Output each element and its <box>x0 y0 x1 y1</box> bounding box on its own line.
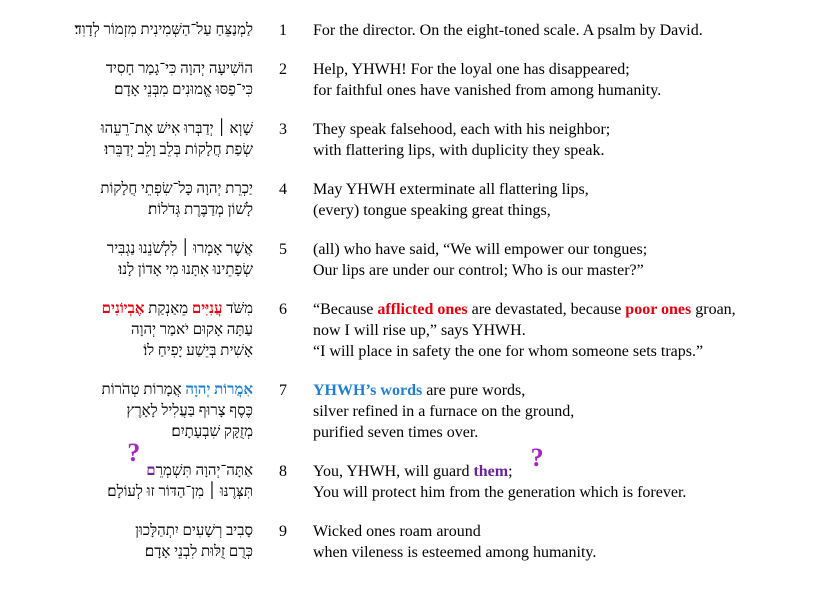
verse-number: 6 <box>279 301 287 318</box>
verse-number: 2 <box>279 61 287 78</box>
english-line <box>313 542 817 563</box>
highlight-red-term: עֲנִיִּים <box>191 301 223 317</box>
hebrew-verse-text <box>0 380 253 443</box>
text-segment: הוֹשִׁיעָה יְהוָה כִּי־גָמַר חָסִיד <box>105 61 253 77</box>
text-segment: when vileness is esteemed among humanity. <box>313 544 597 561</box>
text-segment: שְׂפַת חֲלָקוֹת בְּלֵב וָלֵב יְדַבֵּרוּ׃ <box>104 142 253 158</box>
english-line <box>313 260 817 281</box>
hebrew-line <box>0 179 253 200</box>
text-segment: silver refined in a furnace on the ground, <box>313 403 575 420</box>
verse-number: 8 <box>279 463 287 480</box>
highlight-red-term: afflicted ones <box>377 301 468 318</box>
verse-number: 4 <box>279 181 287 198</box>
text-segment: now I will rise up,” says YHWH. <box>313 322 526 339</box>
english-line <box>313 80 817 101</box>
english-line <box>313 239 817 260</box>
text-segment: Help, YHWH! For the loyal one has disappeared; <box>313 61 630 78</box>
text-segment: לָשׁוֹן מְדַבֶּרֶת גְּדֹלוֹת׃ <box>148 202 253 218</box>
hebrew-verse-text <box>0 438 253 503</box>
hebrew-line <box>0 401 253 422</box>
text-segment: מִשֹּׁד <box>222 301 253 317</box>
hebrew-line <box>0 239 253 260</box>
english-line <box>313 521 817 542</box>
verse-row-6 <box>0 299 825 362</box>
hebrew-line <box>0 59 253 80</box>
text-segment: מְזֻקָּק שִׁבְעָתָיִם׃ <box>171 424 253 440</box>
text-segment: are devastated, because <box>467 301 626 318</box>
hebrew-verse-text <box>0 20 253 41</box>
highlight-blue-term: YHWH’s words <box>313 382 423 399</box>
hebrew-line <box>0 380 253 401</box>
hebrew-verse-text <box>0 59 253 101</box>
english-verse-text <box>313 299 825 362</box>
text-segment: סָבִיב רְשָׁעִים יִתְהַלָּכוּן <box>135 523 253 539</box>
hebrew-line <box>0 542 253 563</box>
text-segment: אֲמָרוֹת טְהֹרוֹת <box>101 382 186 398</box>
english-verse-text <box>313 239 825 281</box>
english-line <box>313 380 817 401</box>
hebrew-line <box>0 80 253 101</box>
english-verse-text <box>313 521 825 563</box>
english-line <box>313 20 817 41</box>
english-verse-text <box>313 59 825 101</box>
text-segment: (every) tongue speaking great things, <box>313 202 551 219</box>
hebrew-line <box>0 320 253 341</box>
english-line <box>313 482 817 503</box>
hebrew-line <box>0 119 253 140</box>
verse-row-8 <box>0 438 825 503</box>
text-segment: For the director. On the eight-toned scale. A psalm by David. <box>313 22 703 39</box>
hebrew-verse-text <box>0 119 253 161</box>
english-verse-text <box>313 20 825 41</box>
hebrew-line <box>0 260 253 281</box>
verse-row-1 <box>0 20 825 41</box>
hebrew-line <box>0 200 253 221</box>
hebrew-verse-text <box>0 299 253 362</box>
verse-number: 5 <box>279 241 287 258</box>
text-segment: with flattering lips, with duplicity they speak. <box>313 142 605 159</box>
english-line <box>313 401 817 422</box>
verse-number: 7 <box>279 382 287 399</box>
text-segment: Our lips are under our control; Who is our master?” <box>313 262 644 279</box>
hebrew-verse-text <box>0 521 253 563</box>
question-mark-annotation: ? <box>127 438 141 467</box>
text-segment: “Because <box>313 301 378 318</box>
verse-number: 9 <box>279 523 287 540</box>
verse-row-9 <box>0 521 825 563</box>
verse-row-7 <box>0 380 825 443</box>
highlight-red-term: אֶבְיוֹנִים <box>101 301 145 317</box>
english-verse-text <box>313 179 825 221</box>
text-segment: כֶּסֶף צָרוּף בַּעֲלִיל לָאָרֶץ <box>126 403 253 419</box>
text-segment: You, YHWH, will guard <box>313 463 474 480</box>
english-line <box>313 443 817 482</box>
text-segment: purified seven times over. <box>313 424 479 441</box>
verse-list <box>0 20 825 563</box>
text-segment: שְׂפָתֵינוּ אִתָּנוּ מִי אָדוֹן לָנוּ׃ <box>118 262 253 278</box>
english-line <box>313 140 817 161</box>
english-line <box>313 179 817 200</box>
hebrew-verse-text <box>0 239 253 281</box>
english-line <box>313 119 817 140</box>
text-segment: They speak falsehood, each with his neighbor; <box>313 121 611 138</box>
text-segment: Wicked ones roam around <box>313 523 481 540</box>
hebrew-line <box>0 438 253 482</box>
highlight-blue-term: אִמֲרוֹת יְהוָה <box>185 382 253 398</box>
hebrew-line <box>0 20 253 41</box>
text-segment: תִּצְּרֶנּוּ ׀ מִן־הַדּוֹר זוּ לְעוֹלָם׃ <box>107 484 253 500</box>
text-segment: לַמְנַצֵּחַ עַל־הַשְּׁמִינִית מִזְמוֹר לְדָוִד׃ <box>74 22 253 38</box>
text-segment: groan, <box>691 301 736 318</box>
text-segment: אֲשֶׁר אָמְרוּ ׀ לִלְשֹׁנֵנוּ נַגְבִּיר <box>106 241 253 257</box>
verse-row-4 <box>0 179 825 221</box>
text-segment: “I will place in safety the one for whom someone sets traps.” <box>313 343 704 360</box>
text-segment: כְּרֻם זֻלּוּת לִבְנֵי אָדָם׃ <box>144 544 253 560</box>
highlight-purple-term: ם <box>146 463 156 479</box>
text-segment: אָשִׁית בְּיֵשַׁע יָפִיחַ לוֹ׃ <box>143 343 253 359</box>
verse-row-5 <box>0 239 825 281</box>
verse-number: 1 <box>279 22 287 39</box>
text-segment: עַתָּה אָקוּם יֹאמַר יְהוָה <box>131 322 253 338</box>
verse-number: 3 <box>279 121 287 138</box>
text-segment: You will protect him from the generation which is forever. <box>313 484 687 501</box>
highlight-purple-term: them <box>473 463 509 480</box>
english-line <box>313 341 817 362</box>
hebrew-line <box>0 140 253 161</box>
english-line <box>313 200 817 221</box>
english-verse-text <box>313 119 825 161</box>
hebrew-line <box>0 341 253 362</box>
hebrew-line <box>0 299 253 320</box>
english-verse-text <box>313 380 825 443</box>
text-segment: יַכְרֵת יְהוָה כָּל־שִׂפְתֵי חֲלָקוֹת <box>100 181 253 197</box>
english-verse-text <box>313 443 825 503</box>
english-line <box>313 320 817 341</box>
text-segment: for faithful ones have vanished from among humanity. <box>313 82 662 99</box>
text-segment: אַתָּה־יְהוָה תִּשְׁמְרֵ <box>155 463 253 479</box>
text-segment: ; <box>508 463 513 480</box>
text-segment: מֵאַנְקַת <box>144 301 192 317</box>
text-segment: כִּי־פַסּוּ אֱמוּנִים מִבְּנֵי אָדָם׃ <box>114 82 253 98</box>
text-segment: May YHWH exterminate all flattering lips, <box>313 181 589 198</box>
text-segment: are pure words, <box>422 382 526 399</box>
hebrew-line <box>0 482 253 503</box>
hebrew-verse-text <box>0 179 253 221</box>
english-line <box>313 422 817 443</box>
english-line <box>313 59 817 80</box>
text-segment: שָׁוְא ׀ יְדַבְּרוּ אִישׁ אֶת־רֵעֵהוּ <box>100 121 253 137</box>
question-mark-annotation: ? <box>530 443 544 472</box>
verse-row-3 <box>0 119 825 161</box>
english-line <box>313 299 817 320</box>
text-segment: (all) who have said, “We will empower our tongues; <box>313 241 648 258</box>
hebrew-line <box>0 521 253 542</box>
highlight-red-term: poor ones <box>625 301 692 318</box>
verse-row-2 <box>0 59 825 101</box>
